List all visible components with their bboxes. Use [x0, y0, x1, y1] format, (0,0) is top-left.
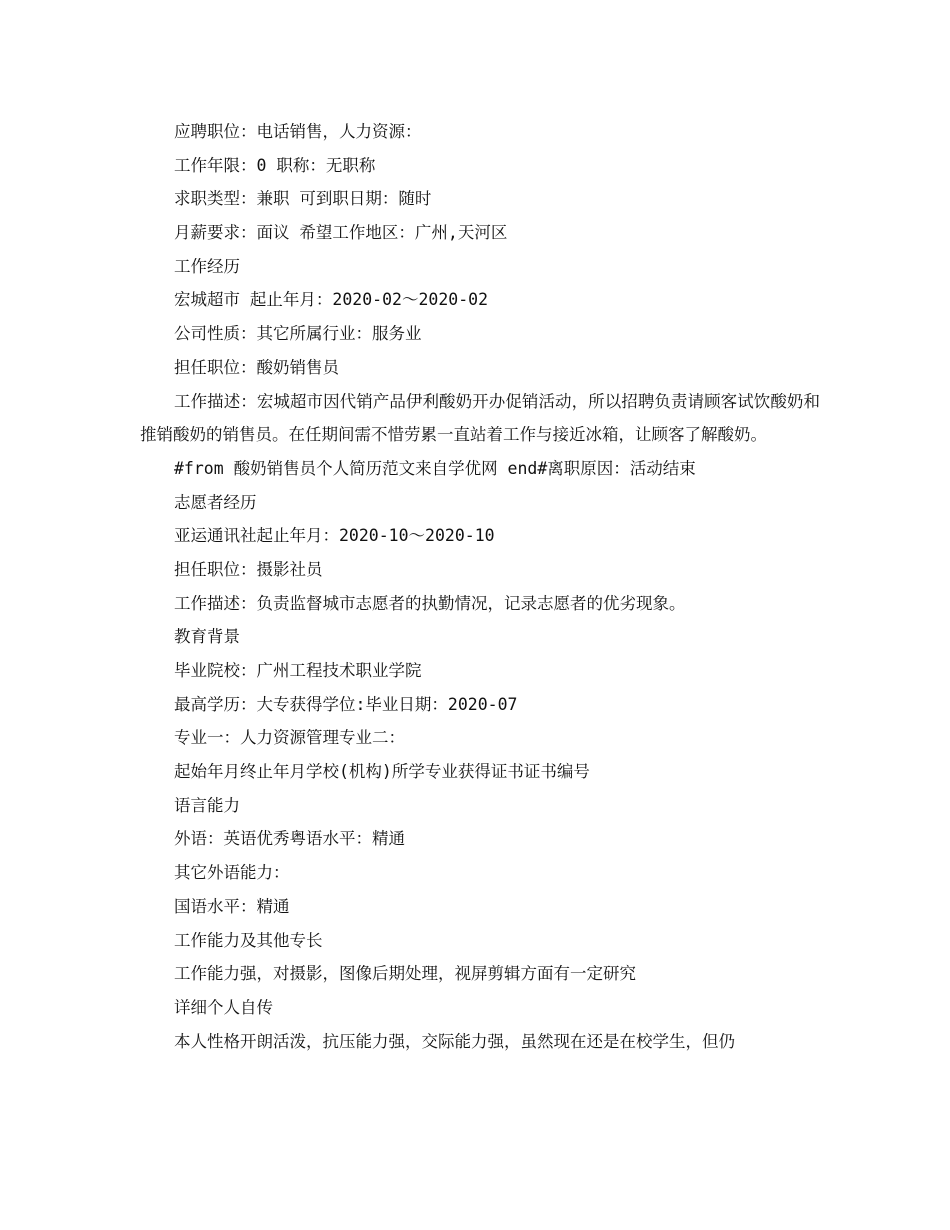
company-nature: 公司性质：其它所属行业：服务业	[174, 324, 422, 344]
other-language: 其它外语能力：	[174, 863, 290, 883]
position-held: 担任职位：酸奶销售员	[174, 357, 339, 377]
autobiography-text: 本人性格开朗活泼，抗压能力强，交际能力强，虽然现在还是在校学生，但仍	[174, 1031, 735, 1051]
mandarin-level: 国语水平：精通	[174, 896, 290, 916]
work-years: 工作年限：0 职称：无职称	[174, 155, 376, 175]
applied-position: 应聘职位：电话销售，人力资源：	[174, 122, 422, 141]
section-autobiography: 详细个人自传	[174, 997, 273, 1017]
majors: 专业一：人力资源管理专业二：	[174, 728, 405, 748]
volunteer-description: 工作描述：负责监督城市志愿者的执勤情况，记录志愿者的优劣现象。	[174, 593, 686, 613]
employer-period: 宏城超市 起止年月：2020-02～2020-02	[174, 290, 489, 310]
section-work-experience: 工作经历	[174, 256, 240, 276]
certificate-header: 起始年月终止年月学校(机构)所学专业获得证书证书编号	[174, 762, 590, 782]
foreign-language: 外语：英语优秀粤语水平：精通	[174, 829, 405, 849]
section-skills: 工作能力及其他专长	[174, 930, 323, 950]
leave-reason: #from 酸奶销售员个人简历范文来自学优网 end#离职原因：活动结束	[174, 458, 696, 478]
graduate-school: 毕业院校：广州工程技术职业学院	[174, 661, 422, 681]
work-description: 工作描述：宏城超市因代销产品伊利酸奶开办促销活动，所以招聘负责请顾客试饮酸奶和推销酸奶的销售员。在任期间需不惜劳累一直站着工作与接近冰箱，让顾客了解酸奶。	[140, 391, 820, 445]
section-education: 教育背景	[174, 627, 240, 647]
section-language: 语言能力	[174, 795, 240, 815]
section-volunteer-experience: 志愿者经历	[174, 492, 257, 512]
resume-content	[140, 115, 820, 1058]
salary-expectation: 月薪要求：面议 希望工作地区：广州,天河区	[174, 223, 508, 243]
volunteer-position: 担任职位：摄影社员	[174, 559, 323, 579]
skills-description: 工作能力强，对摄影，图像后期处理，视屏剪辑方面有一定研究	[174, 964, 636, 984]
highest-degree: 最高学历：大专获得学位:毕业日期：2020-07	[174, 694, 518, 714]
job-type: 求职类型：兼职 可到职日期：随时	[174, 189, 432, 209]
volunteer-org-period: 亚运通讯社起止年月：2020-10～2020-10	[174, 526, 495, 546]
